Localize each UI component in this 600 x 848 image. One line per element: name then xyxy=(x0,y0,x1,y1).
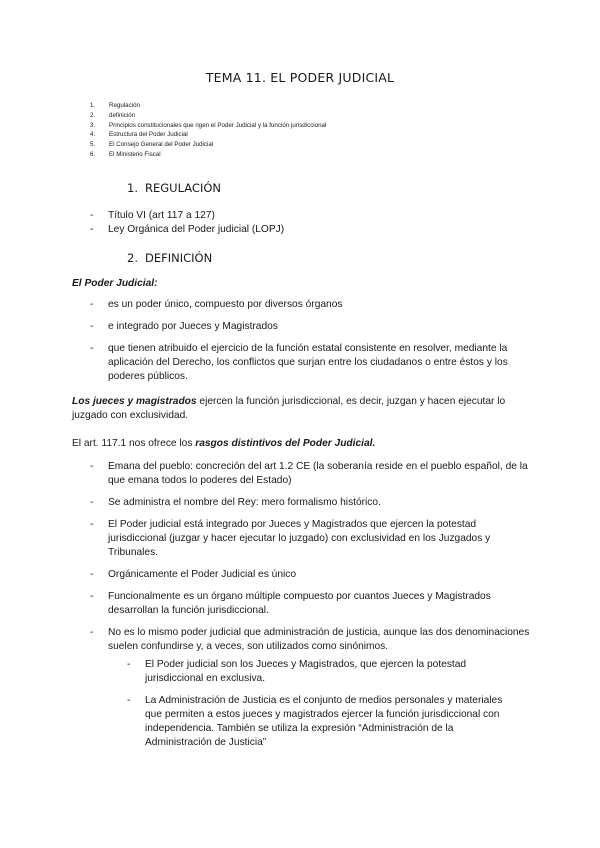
list-item: - Funcionalmente es un órgano múltiple compuesto por cuantos Jueces y Magistrados desarrollan la función jurisdiccional. xyxy=(90,590,530,618)
list-item: - Se administra el nombre del Rey: mero formalismo histórico. xyxy=(90,496,530,510)
toc-label: Estructura del Poder Judicial xyxy=(109,131,188,139)
list-item: - e integrado por Jueces y Magistrados xyxy=(90,320,538,334)
list-item: - es un poder único, compuesto por diversos órganos xyxy=(90,298,538,312)
toc-item xyxy=(90,111,326,121)
toc-label: El Ministerio Fiscal xyxy=(109,150,161,158)
section-heading-regulacion xyxy=(127,181,221,195)
toc-number: 3. xyxy=(90,121,96,129)
toc-number: 5. xyxy=(90,141,96,149)
section-number: 2. xyxy=(127,251,138,265)
toc-item xyxy=(90,130,326,140)
document-title: TEMA 11. EL PODER JUDICIAL xyxy=(205,70,395,85)
emphasis-text: Los jueces y magistrados xyxy=(72,396,197,407)
toc-item xyxy=(90,150,326,160)
list-item: - Emana del pueblo: concreción del art 1.2 CE (la soberanía reside en el pueblo español, de la que emana todos lo poderes del Estado) xyxy=(90,460,530,488)
toc-item xyxy=(90,121,326,131)
paragraph-rasgos xyxy=(72,437,532,451)
list-item: - que tienen atribuido el ejercicio de la función estatal consistente en resolver, mediante la aplicación del Derecho, los conflictos que surjan entre los ciudadanos o entre éstos y los poderes públicos. xyxy=(90,342,538,384)
regulacion-list xyxy=(90,209,550,237)
toc-label: Principios constitucionales que rigen el Poder Judicial y la función jurisdiccional xyxy=(109,121,327,129)
list-item: - Título VI (art 117 a 127) xyxy=(90,209,550,223)
section-heading-definicion xyxy=(127,251,212,265)
toc-number: 6. xyxy=(90,150,96,158)
toc-number: 4. xyxy=(90,131,96,139)
emphasis-text: rasgos distintivos del Poder Judicial. xyxy=(195,438,376,449)
section-number: 1. xyxy=(127,181,138,195)
list-item: - El Poder judicial son los Jueces y Magistrados, que ejercen la potestad jurisdiccional en exclusiva. xyxy=(127,658,517,686)
body-text: El art. 117.1 nos ofrece los xyxy=(72,438,196,449)
toc-number: 2. xyxy=(90,111,96,119)
list-item: - No es lo mismo poder judicial que administración de justicia, aunque las dos denominaciones suelen confundirse y, a veces, son utilizados como sinónimos. xyxy=(90,626,530,654)
toc-item xyxy=(90,101,326,111)
list-item: - La Administración de Justicia es el conjunto de medios personales y materiales que permiten a estos jueces y magistrados ejercer la función jurisdiccional con independencia. También se utiliza la expresión “Administración de la Administración de Justicia” xyxy=(127,694,517,750)
sub-list xyxy=(127,658,517,750)
list-item: - Orgánicamente el Poder Judicial es único xyxy=(90,568,530,582)
paragraph-jueces xyxy=(72,395,532,423)
toc-number: 1. xyxy=(90,102,96,109)
list-item: - El Poder judicial está integrado por Jueces y Magistrados que ejercen la potestad jurisdiccional (juzgar y hacer ejecutar lo juzgado) con exclusividad en los Juzgados y Tribunales. xyxy=(90,518,530,560)
toc-label: El Consejo General del Poder Judicial xyxy=(109,141,214,149)
list-item: - Ley Orgánica del Poder judicial (LOPJ) xyxy=(90,223,550,237)
toc-label: definición xyxy=(109,111,136,119)
toc-label: Regulación xyxy=(109,102,140,109)
rasgos-list xyxy=(90,460,530,654)
section-title: DEFINICIÓN xyxy=(145,251,213,265)
definition-list xyxy=(90,298,538,384)
body-text: ejercen la función jurisdiccional, es decir, juzgan y hacen ejecutar lo juzgado con exclusividad. xyxy=(72,396,506,421)
definition-subtitle: El Poder Judicial: xyxy=(72,278,158,289)
toc-item xyxy=(90,140,326,150)
table-of-contents xyxy=(90,101,326,160)
section-title: REGULACIÓN xyxy=(145,181,221,195)
